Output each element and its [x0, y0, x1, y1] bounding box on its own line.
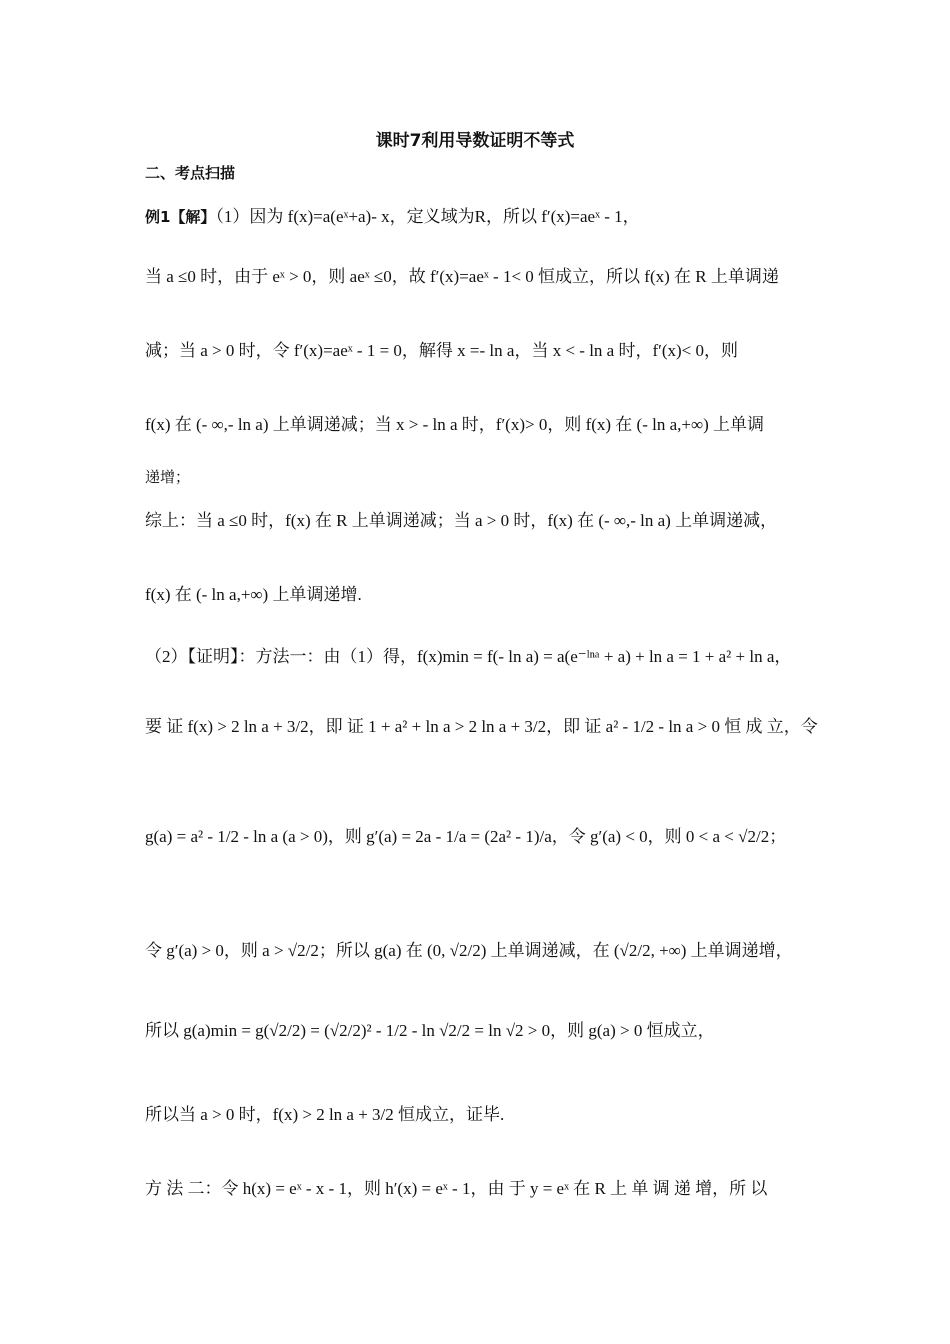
paragraph-line-4: f(x) 在 (- ∞,- ln a) 上单调递减；当 x > - ln a 时，f′(x)> 0，则 f(x) 在 (- ln a,+∞) 上单调: [145, 415, 765, 434]
paragraph-line-12: 所以 g(a)min = g(√2/2) = (√2/2)² - 1/2 - ln √2/2 = ln √2 > 0，则 g(a) > 0 恒成立，: [145, 1021, 715, 1040]
paragraph-line-10: g(a) = a² - 1/2 - ln a (a > 0)，则 g′(a) = 2a - 1/a = (2a² - 1)/a，令 g′(a) < 0，则 0 < a < √2/2；: [145, 827, 787, 846]
example-label: 例1【解】: [145, 208, 216, 226]
paragraph-line-14: 方 法 二：令 h(x) = eˣ - x - 1，则 h′(x) = eˣ - 1，由 于 y = eˣ 在 R 上 单 调 递 增，所 以: [145, 1179, 768, 1198]
paragraph-line-9: 要 证 f(x) > 2 ln a + 3/2，即 证 1 + a² + ln a > 2 ln a + 3/2，即 证 a² - 1/2 - ln a > 0 恒 成 立，令: [145, 717, 818, 736]
line-1-text: （1）因为 f(x)=a(eˣ+a)- x，定义域为R，所以 f′(x)=aeˣ - 1，: [215, 207, 640, 226]
paragraph-line-6: 综上：当 a ≤0 时，f(x) 在 R 上单调递减；当 a > 0 时，f(x) 在 (- ∞,- ln a) 上单调递减，: [145, 511, 778, 530]
paragraph-line-2: 当 a ≤0 时，由于 eˣ > 0，则 aeˣ ≤0，故 f′(x)=aeˣ - 1< 0 恒成立，所以 f(x) 在 R 上单调递: [145, 267, 779, 286]
section-heading: 二、考点扫描: [145, 164, 236, 182]
paragraph-line-1: [145, 206, 850, 228]
paragraph-line-3: 减；当 a > 0 时，令 f′(x)=aeˣ - 1 = 0，解得 x =- ln a，当 x < - ln a 时，f′(x)< 0，则: [145, 341, 738, 360]
page-title: 课时7利用导数证明不等式: [375, 131, 575, 151]
paragraph-line-11: 令 g′(a) > 0，则 a > √2/2；所以 g(a) 在 (0, √2/2) 上单调递减，在 (√2/2, +∞) 上单调递增，: [145, 941, 793, 960]
paragraph-line-13: 所以当 a > 0 时，f(x) > 2 ln a + 3/2 恒成立，证毕.: [145, 1105, 505, 1124]
paragraph-line-8: （2）【证明】：方法一：由（1）得，f(x)min = f(- ln a) = a(e⁻ˡⁿᵃ + a) + ln a = 1 + a² + ln a，: [145, 647, 792, 666]
paragraph-line-5: 递增；: [145, 468, 191, 486]
paragraph-line-7: f(x) 在 (- ln a,+∞) 上单调递增.: [145, 585, 362, 604]
